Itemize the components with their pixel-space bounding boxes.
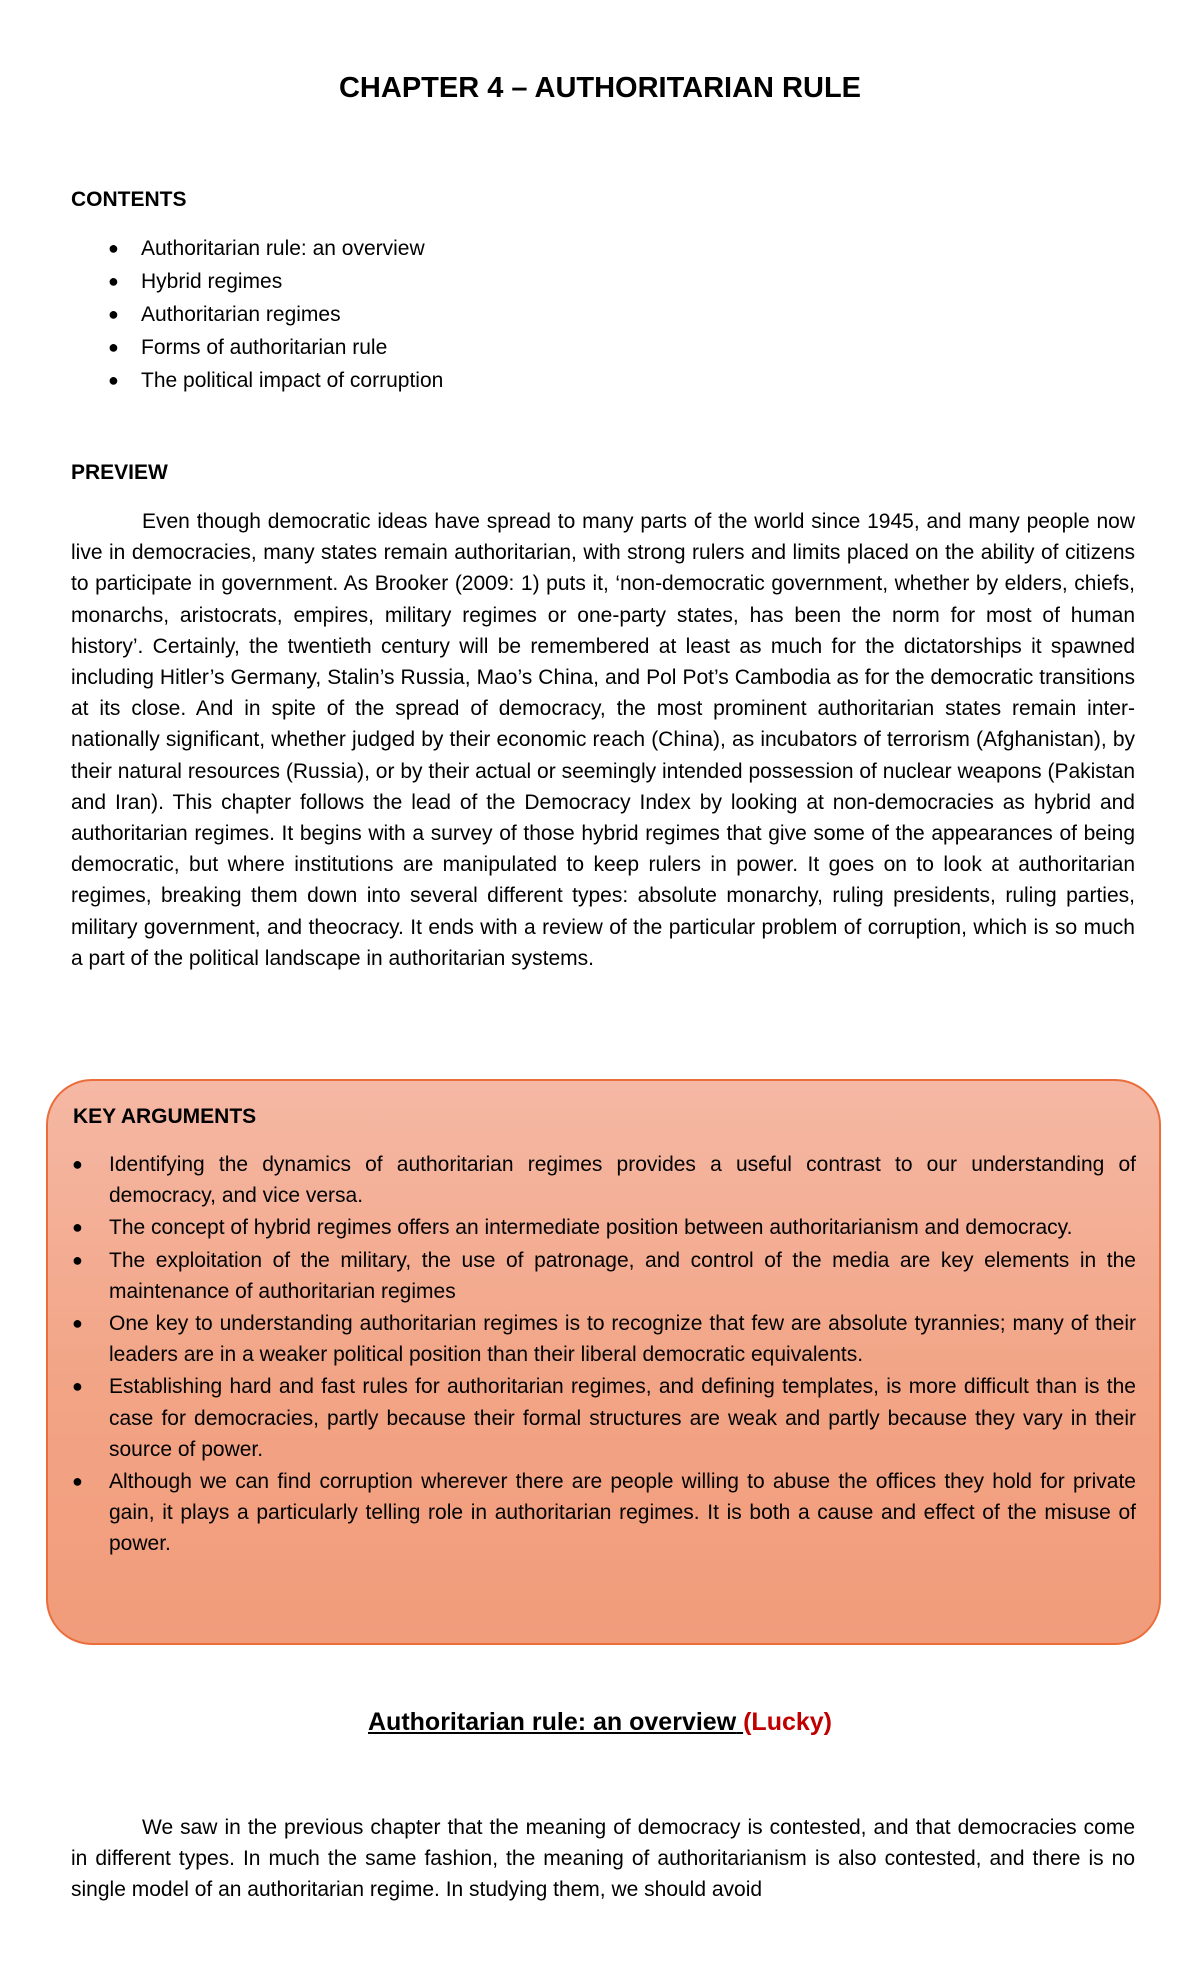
- overview-section-heading: [0, 1706, 1200, 1738]
- key-arguments-box: [46, 1079, 1161, 1645]
- bullet-icon: ●: [108, 304, 119, 324]
- contents-item: [71, 265, 443, 298]
- bullet-icon: ●: [108, 370, 119, 390]
- key-argument-text: The concept of hybrid regimes offers an intermediate position between authoritarianism and democracy.: [109, 1216, 1073, 1240]
- key-argument-item: [48, 1371, 1136, 1465]
- key-argument-item: [48, 1466, 1136, 1560]
- contents-item: [71, 298, 443, 331]
- bullet-icon: ●: [72, 1249, 83, 1270]
- key-argument-text: Although we can find corruption wherever there are people willing to abuse the offices they hold for private gain, it plays a particularly telling role in authoritarian regimes. It is both a cause and effect of the misuse of power.: [109, 1470, 1136, 1556]
- key-argument-item: [48, 1308, 1136, 1370]
- key-argument-text: Identifying the dynamics of authoritarian regimes provides a useful contrast to our understanding of democracy, and vice versa.: [109, 1153, 1136, 1208]
- contents-item-label: Hybrid regimes: [141, 270, 283, 293]
- contents-item: [71, 364, 443, 397]
- contents-item-label: Authoritarian regimes: [141, 303, 341, 326]
- bullet-icon: ●: [72, 1154, 83, 1174]
- bullet-icon: ●: [72, 1376, 83, 1397]
- contents-item-label: The political impact of corruption: [141, 369, 444, 392]
- chapter-title: CHAPTER 4 – AUTHORITARIAN RULE: [338, 72, 861, 104]
- overview-heading-text: Authoritarian rule: an overview: [368, 1708, 737, 1736]
- bullet-icon: ●: [72, 1313, 83, 1334]
- key-argument-item: [48, 1149, 1136, 1211]
- preview-paragraph: Even though democratic ideas have spread to many parts of the world since 1945, and many people now live in democracies, many states remain authoritarian, with strong rulers and limits placed on the ability of citizens to participate in government. As Brooker (2009: 1) puts it, ‘non-democratic government, whether by elders, chiefs, monarchs, aristocrats, empires, military regimes or one-party states, has been the norm for most of human history’. Certainly, the twentieth century will be remembered at least as much for the dictatorships it spawned including Hitler’s Germany, Stalin’s Russia, Mao’s China, and Pol Pot’s Cambodia as for the democratic transitions at its close. And in spite of the spread of democracy, the most prominent authoritarian states remain inter-nationally significant, whether judged by their economic reach (China), as incubators of terrorism (Afghanistan), by their natural resources (Russia), or by their actual or seemingly intended possession of nuclear weapons (Pakistan and Iran). This chapter follows the lead of the Democracy Index by looking at non-democracies as hybrid and authoritarian regimes. It begins with a survey of those hybrid regimes that give some of the appearances of being democratic, but where institutions are manipulated to keep rulers in power. It goes on to look at authoritarian regimes, breaking them down into several different types: absolute monarchy, ruling presidents, ruling parties, military government, and theocracy. It ends with a review of the particular problem of corruption, which is so much a part of the political landscape in authoritarian systems.: [71, 510, 1135, 970]
- overview-paragraph: We saw in the previous chapter that the meaning of democracy is contested, and that democracies come in different types. In much the same fashion, the meaning of authoritarianism is also contested, and there is no single model of an authoritarian regime. In studying them, we should avoid: [71, 1816, 1135, 1902]
- editor-note: (Lucky): [743, 1708, 832, 1736]
- bullet-icon: ●: [72, 1217, 83, 1238]
- preview-heading: PREVIEW: [71, 461, 168, 484]
- contents-item-label: Forms of authoritarian rule: [141, 336, 388, 359]
- bullet-icon: ●: [72, 1471, 83, 1492]
- key-arguments-heading: KEY ARGUMENTS: [73, 1105, 257, 1128]
- key-argument-text: Establishing hard and fast rules for authoritarian regimes, and defining templates, is more difficult than is the case for democracies, partly because their formal structures are weak and partly because they vary in their source of power.: [109, 1375, 1136, 1461]
- key-argument-item: [48, 1245, 1136, 1307]
- key-argument-text: One key to understanding authoritarian regimes is to recognize that few are absolute tyrannies; many of their leaders are in a weaker political position than their liberal democratic equivalents.: [109, 1312, 1136, 1367]
- contents-item: [71, 331, 443, 364]
- bullet-icon: ●: [108, 337, 119, 357]
- contents-heading: CONTENTS: [71, 188, 187, 211]
- bullet-icon: ●: [108, 271, 119, 291]
- key-argument-text: The exploitation of the military, the use of patronage, and control of the media are key elements in the maintenance of authoritarian regimes: [109, 1248, 1136, 1303]
- contents-item: [71, 232, 443, 265]
- bullet-icon: ●: [108, 238, 119, 258]
- key-argument-item: [48, 1212, 1136, 1243]
- contents-list: [71, 232, 443, 397]
- key-arguments-list: [48, 1149, 1136, 1561]
- contents-item-label: Authoritarian rule: an overview: [141, 237, 425, 260]
